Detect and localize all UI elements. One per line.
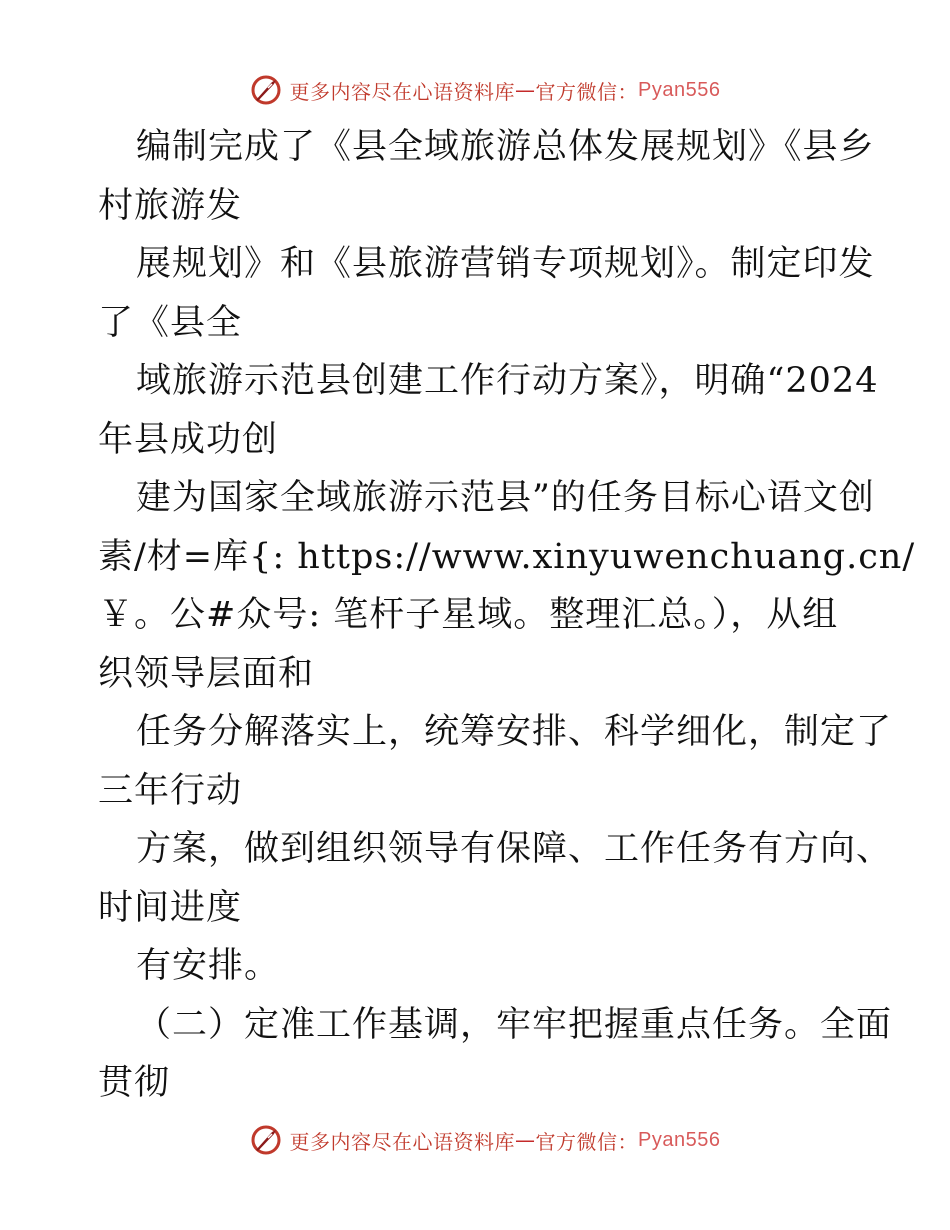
header-official-label: 官方微信： (535, 79, 639, 104)
footer-banner-text (290, 1126, 721, 1155)
footer-wechat-id: Pyan556 (638, 1128, 721, 1151)
body-line: 时间进度 (98, 887, 243, 928)
body-line: 织领导层面和 (98, 653, 315, 694)
body-line: ￥。公#众号: 笔杆子星域。整理汇总。），从组 (98, 595, 839, 635)
header-banner-content (250, 74, 721, 106)
footer-banner-content (250, 1124, 721, 1156)
body-line: 方案，做到组织领导有保障、工作任务有方向、 (136, 829, 893, 869)
body-line: 年县成功创 (98, 419, 279, 460)
quill-logo-icon (250, 1124, 282, 1156)
header-banner-text (290, 76, 721, 105)
body-line: 贯彻 (98, 1063, 171, 1103)
header-wechat-id: Pyan556 (638, 78, 721, 101)
header-separator: — (515, 78, 536, 102)
body-line: 任务分解落实上，统筹安排、科学细化，制定了 (136, 712, 893, 752)
body-line: 了《县全 (98, 302, 243, 343)
body-line: 编制完成了《县全域旅游总体发展规划》《县乡 (136, 127, 875, 167)
footer-banner (0, 1120, 950, 1160)
section-heading-line: （二）定准工作基调，牢牢把握重点任务。全面 (136, 1004, 893, 1045)
quill-logo-icon (250, 74, 282, 106)
body-line: 素/材=库{: https://www.xinyuwenchuang.cn/ (98, 536, 916, 577)
document-body (98, 118, 916, 1113)
body-line: 三年行动 (98, 770, 243, 811)
body-line: 村旅游发 (98, 185, 243, 226)
body-line: 有安排。 (136, 946, 281, 986)
header-brand: 更多内容尽在心语资料库 (289, 79, 516, 104)
header-banner (0, 70, 950, 110)
footer-official-label: 官方微信： (535, 1129, 639, 1154)
body-line: 域旅游示范县创建工作行动方案》，明确“2024 (136, 361, 879, 401)
footer-separator: — (515, 1128, 536, 1152)
body-line: 建为国家全域旅游示范县”的任务目标心语文创 (136, 478, 875, 518)
footer-brand: 更多内容尽在心语资料库 (289, 1129, 516, 1154)
body-line: 展规划》和《县旅游营销专项规划》。制定印发 (136, 244, 875, 284)
